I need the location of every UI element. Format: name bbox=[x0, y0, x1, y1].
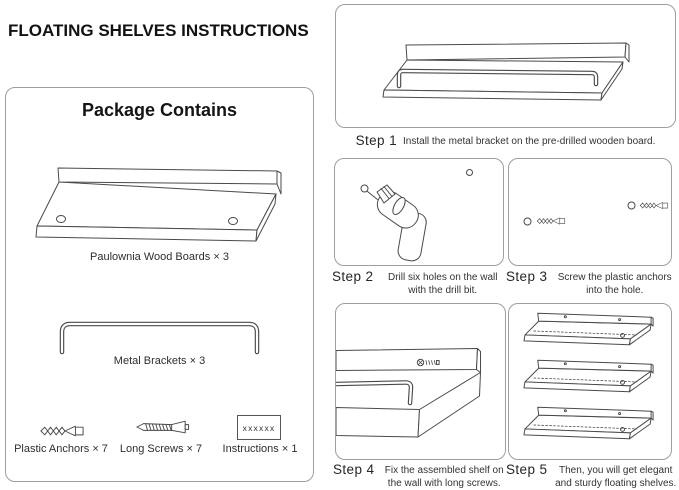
step5-caption bbox=[506, 462, 678, 490]
step5-panel bbox=[508, 303, 672, 460]
step2-text: Drill six holes on the wall with the drill bit. bbox=[387, 272, 498, 296]
step3-text: Screw the plastic anchors into the hole. bbox=[557, 272, 672, 296]
page-title: FLOATING SHELVES INSTRUCTIONS bbox=[8, 21, 309, 40]
instructions-label: Instructions × 1 bbox=[222, 443, 298, 455]
step1-label: Step 1 bbox=[355, 133, 398, 148]
step1-text: Install the metal bracket on the pre-drilled wooden board. bbox=[403, 136, 656, 147]
metal-bracket-label: Metal Brackets × 3 bbox=[113, 355, 206, 367]
step4-caption bbox=[333, 462, 508, 490]
step3-caption bbox=[506, 269, 676, 297]
floating-shelves-drawing bbox=[509, 304, 670, 458]
step2-panel bbox=[334, 158, 504, 266]
step1-caption bbox=[335, 133, 676, 148]
instructions-icon bbox=[237, 415, 281, 440]
wood-board-drawing bbox=[33, 162, 283, 246]
step5-label: Step 5 bbox=[506, 462, 548, 477]
step3-panel bbox=[508, 158, 672, 266]
mounted-shelf-drawing bbox=[336, 304, 504, 458]
plastic-anchor-label: Plastic Anchors × 7 bbox=[14, 443, 108, 455]
metal-bracket-drawing bbox=[57, 319, 261, 357]
long-screw-label: Long Screws × 7 bbox=[119, 443, 203, 455]
instructions-placeholder-text: xxxxxx bbox=[242, 422, 276, 433]
step1-panel bbox=[335, 4, 676, 128]
step2-label: Step 2 bbox=[332, 269, 374, 284]
package-heading: Package Contains bbox=[81, 100, 238, 120]
long-screw-icon bbox=[135, 419, 191, 435]
anchors-in-wall-drawing bbox=[509, 159, 670, 264]
plastic-anchor-icon bbox=[39, 423, 85, 439]
shelf-with-bracket-drawing bbox=[380, 38, 632, 104]
step3-label: Step 3 bbox=[506, 269, 548, 284]
drill-drawing bbox=[335, 159, 502, 264]
step4-panel bbox=[335, 303, 506, 460]
step4-text: Fix the assembled shelf on the wall with long screws. bbox=[384, 465, 504, 489]
wood-board-label: Paulownia Wood Boards × 3 bbox=[90, 251, 229, 263]
step4-label: Step 4 bbox=[333, 462, 375, 477]
step5-text: Then, you will get elegant and sturdy floating shelves. bbox=[555, 465, 677, 489]
package-contains-panel bbox=[5, 87, 314, 482]
step2-caption bbox=[332, 269, 506, 297]
